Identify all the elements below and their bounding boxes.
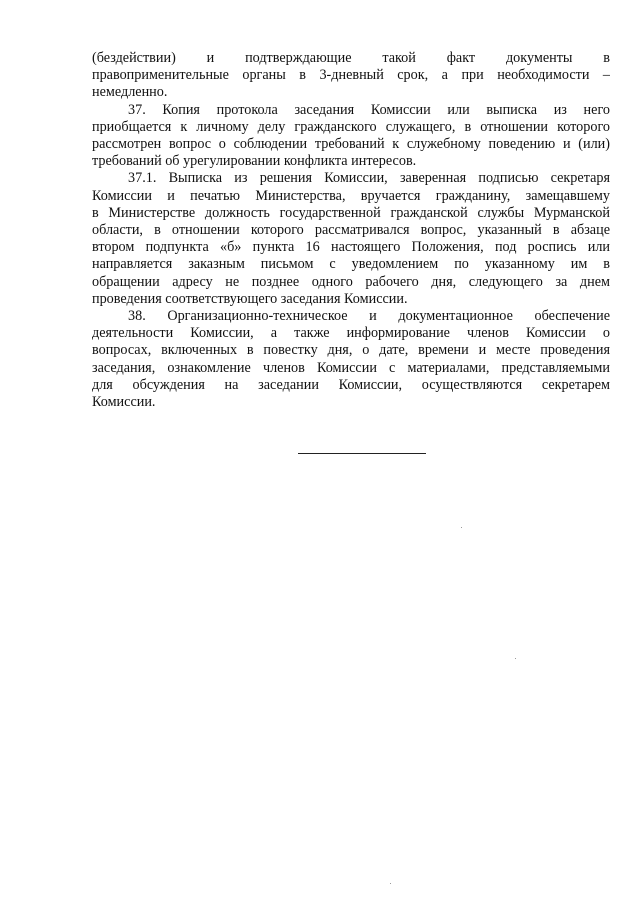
end-separator-line <box>298 453 426 454</box>
text-line: 37.1. Выписка из решения Комиссии, заверенная подписью секретаря <box>128 170 610 187</box>
text-line: немедленно. <box>92 84 168 101</box>
text-line: для обсуждения на заседании Комиссии, осуществляются секретарем <box>92 376 610 393</box>
text-line: заседания, ознакомление членов Комиссии с материалами, представляемыми <box>92 359 610 376</box>
text-line: вопросах, включенных в повестку дня, о дате, времени и месте проведения <box>92 342 610 359</box>
text-line: требований об урегулировании конфликта интересов. <box>92 153 417 170</box>
scan-speck <box>461 527 462 528</box>
text-line: 37. Копия протокола заседания Комиссии или выписка из него <box>128 101 610 118</box>
text-line: области, в отношении которого рассматривался вопрос, указанный в абзаце <box>92 222 610 239</box>
text-line: втором подпункта «б» пункта 16 настоящего Положения, под роспись или <box>92 239 610 256</box>
paragraph-37-1 <box>92 170 610 308</box>
paragraph-continuation <box>92 50 610 102</box>
text-line: Комиссии и печатью Министерства, вручается гражданину, замещавшему <box>92 187 610 204</box>
text-line: Комиссии. <box>92 394 156 411</box>
text-line: (бездействии) и подтверждающие такой факт документы в <box>92 50 610 66</box>
document-body <box>92 50 610 411</box>
text-line: в Министерстве должность государственной гражданской службы Мурманской <box>92 204 610 221</box>
text-line: 38. Организационно-техническое и документационное обеспечение <box>128 308 610 325</box>
scan-speck <box>515 658 516 659</box>
text-line: обращении адресу не позднее одного рабочего дня, следующего за днем <box>92 273 610 290</box>
text-line: приобщается к личному делу гражданского служащего, в отношении которого <box>92 118 610 135</box>
text-line: правоприменительные органы в 3-дневный срок, а при необходимости – <box>92 67 610 84</box>
text-line: проведения соответствующего заседания Комиссии. <box>92 290 408 307</box>
paragraph-38 <box>92 308 610 411</box>
text-line: рассмотрен вопрос о соблюдении требований к служебному поведению и (или) <box>92 136 610 153</box>
scan-speck <box>390 883 391 884</box>
text-line: направляется заказным письмом с уведомлением по указанному им в <box>92 256 610 273</box>
text-line: деятельности Комиссии, а также информирование членов Комиссии о <box>92 325 610 342</box>
paragraph-37 <box>92 102 610 171</box>
